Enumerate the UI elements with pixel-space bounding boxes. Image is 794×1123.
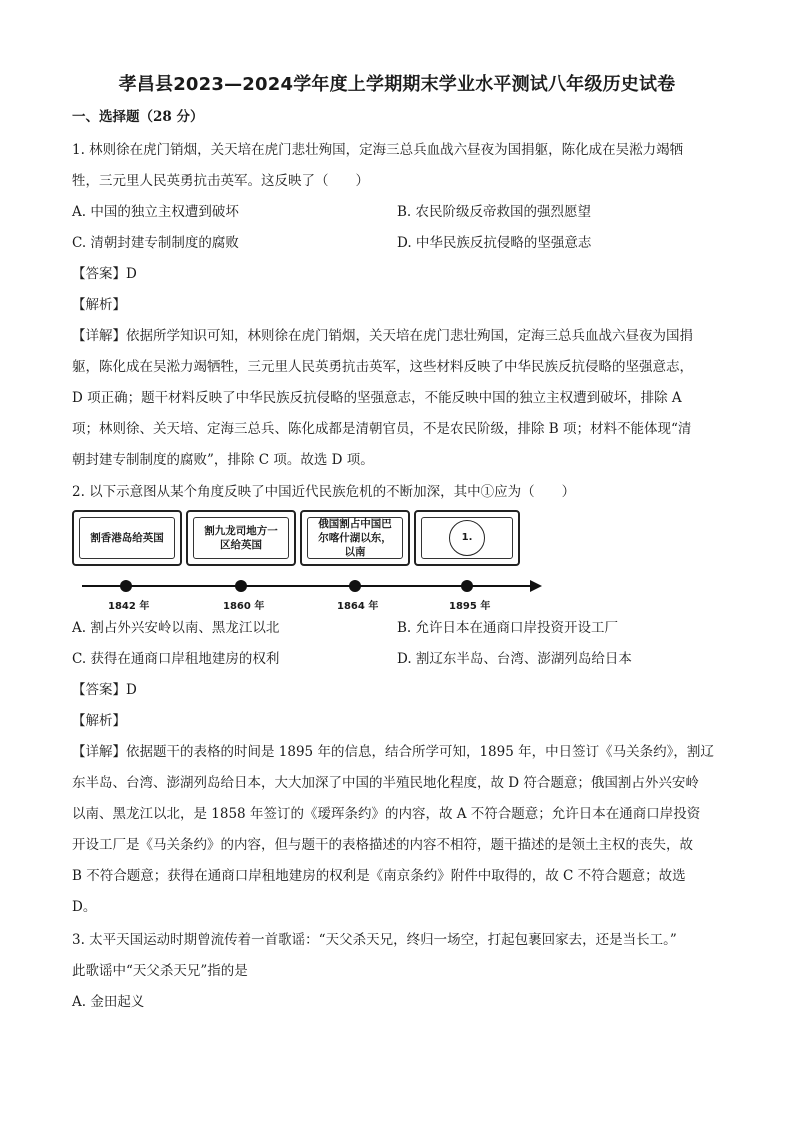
timeline-year-1842: 1842 年 (108, 601, 150, 612)
q2-detail-line: D。 (72, 899, 97, 915)
q2-detail-line: B 不符合题意；获得在通商口岸租地建房的权利是《南京条约》附件中取得的，故 C 不符合题意；故选 (72, 868, 686, 884)
q1-stem-line2: 牲，三元里人民英勇抗击英军。这反映了（ ） (72, 173, 369, 189)
q2-option-c: C. 获得在通商口岸租地建房的权利 (72, 651, 280, 667)
q1-option-b: B. 农民阶级反帝救国的强烈愿望 (397, 204, 592, 220)
timeline-year-1860: 1860 年 (223, 601, 265, 612)
timeline-year-1864: 1864 年 (337, 601, 379, 612)
timeline-box-text: 割香港岛给英国 (79, 517, 175, 559)
q1-analysis-label: 【解析】 (72, 297, 126, 313)
timeline-dot (235, 580, 247, 592)
timeline-year-1895: 1895 年 (449, 601, 491, 612)
q1-detail-line: 朝封建专制制度的腐败”，排除 C 项。故选 D 项。 (72, 452, 374, 468)
timeline-diagram (72, 510, 550, 610)
q1-detail-line: 【详解】依据所学知识可知，林则徐在虎门销烟，关天培在虎门悲壮殉国，定海三总兵血战六昼夜为国捐 (72, 328, 693, 344)
q1-option-c: C. 清朝封建专制制度的腐败 (72, 235, 239, 251)
q1-detail-line: 躯，陈化成在吴淞力竭牺牲，三元里人民英勇抗击英军，这些材料反映了中华民族反抗侵略的坚强意志， (72, 359, 693, 375)
timeline-dot (120, 580, 132, 592)
q3-option-a: A. 金田起义 (72, 994, 145, 1010)
q1-answer: 【答案】D (72, 266, 137, 282)
page-title: 孝昌县2023—2024学年度上学期期末学业水平测试八年级历史试卷 (118, 74, 676, 95)
section-heading: 一、选择题（28 分） (72, 109, 204, 125)
q1-option-a: A. 中国的独立主权遭到破坏 (72, 204, 239, 220)
q2-detail-line: 以南、黑龙江以北，是 1858 年签订的《瑷珲条约》的内容，故 A 不符合题意；允许日本在通商口岸投资 (72, 806, 701, 822)
q2-answer: 【答案】D (72, 682, 137, 698)
timeline-dot (349, 580, 361, 592)
blank-number: 1. (461, 532, 473, 543)
timeline-axis (72, 510, 550, 610)
q3-stem-line2: 此歌谣中“天父杀天兄”指的是 (72, 963, 248, 979)
q3-stem-line1: 3. 太平天国运动时期曾流传着一首歌谣：“天父杀天兄，终归一场空，打起包裹回家去，还是当长工。” (72, 932, 677, 948)
q1-stem-line1: 1. 林则徐在虎门销烟，关天培在虎门悲壮殉国，定海三总兵血战六昼夜为国捐躯，陈化成在吴淞力竭牺 (72, 142, 684, 158)
q1-detail-line: D 项正确；题干材料反映了中华民族反抗侵略的坚强意志，不能反映中国的独立主权遭到破坏，排除 A (72, 390, 682, 406)
q1-option-d: D. 中华民族反抗侵略的坚强意志 (397, 235, 592, 251)
q2-option-b: B. 允许日本在通商口岸投资开设工厂 (397, 620, 619, 636)
q2-stem: 2. 以下示意图从某个角度反映了中国近代民族危机的不断加深，其中①应为（ ） (72, 484, 576, 500)
timeline-arrowhead (530, 580, 542, 592)
q2-detail-line: 【详解】依据题干的表格的时间是 1895 年的信息，结合所学可知，1895 年，中日签订《马关条约》，割辽 (72, 744, 714, 760)
q1-detail-line: 项；林则徐、关天培、定海三总兵、陈化成都是清朝官员，不是农民阶级，排除 B 项；材料不能体现“清 (72, 421, 692, 437)
q2-analysis-label: 【解析】 (72, 713, 126, 729)
timeline-box-text: 俄国割占中国巴 尔喀什湖以东， 以南 (307, 517, 403, 559)
q2-detail-line: 东半岛、台湾、澎湖列岛给日本，大大加深了中国的半殖民地化程度，故 D 符合题意；俄国割占外兴安岭 (72, 775, 699, 791)
timeline-dot (461, 580, 473, 592)
q2-detail-line: 开设工厂是《马关条约》的内容，但与题干的表格描述的内容不相符，题干描述的是领土主权的丧失，故 (72, 837, 693, 853)
q2-option-a: A. 割占外兴安岭以南、黑龙江以北 (72, 620, 280, 636)
q2-option-d: D. 割辽东半岛、台湾、澎湖列岛给日本 (397, 651, 632, 667)
timeline-box-text: 割九龙司地方一 区给英国 (193, 517, 289, 559)
